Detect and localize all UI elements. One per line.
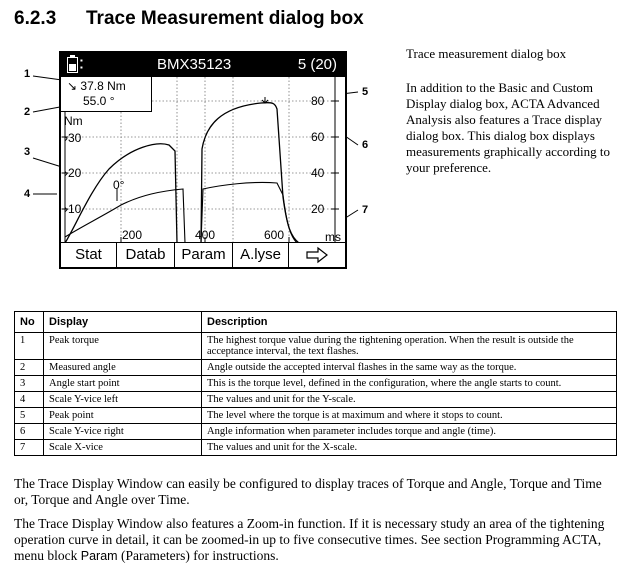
row-display: Peak torque xyxy=(44,333,202,360)
legend-table xyxy=(14,311,617,456)
table-row xyxy=(15,333,617,360)
table-row xyxy=(15,408,617,424)
row-description: This is the torque level, defined in the configuration, where the angle starts to count. xyxy=(202,376,617,392)
x-unit: ms xyxy=(325,230,341,244)
y-right-tick-40: 40 xyxy=(311,166,325,180)
table-row xyxy=(15,392,617,408)
measured-angle-value: 55.0 ° xyxy=(83,94,115,108)
device-model: BMX35123 xyxy=(157,56,232,73)
table-header-row xyxy=(15,312,617,333)
y-right-tick-60: 60 xyxy=(311,130,325,144)
paragraph-zoom: The Trace Display Window also features a Zoom-in function. If it is necessary study an area of the tightening operation curve in detail, it can be zoomed-in up to five consecutive times. See section Programming ACTA, menu block Param (Parameters) for instructions. xyxy=(14,516,605,563)
table-row xyxy=(15,360,617,376)
y-right-tick-20: 20 xyxy=(311,202,325,216)
y-left-unit: Nm xyxy=(64,114,83,128)
row-description: Angle information when parameter includes torque and angle (time). xyxy=(202,424,617,440)
row-description: The level where the torque is at maximum and where it stops to count. xyxy=(202,408,617,424)
device-softkeys xyxy=(61,242,345,267)
param-menu-name: Param xyxy=(80,549,118,563)
row-display: Peak point xyxy=(44,408,202,424)
row-no: 6 xyxy=(15,424,44,440)
header-display: Display xyxy=(44,312,202,333)
callout-6: 6 xyxy=(362,139,369,151)
callout-5: 5 xyxy=(362,86,369,98)
softkey-next[interactable] xyxy=(289,243,345,267)
softkey-alyse[interactable]: A.lyse xyxy=(233,243,289,267)
row-description: The values and unit for the X-scale. xyxy=(202,440,617,456)
row-display: Angle start point xyxy=(44,376,202,392)
battery-icon xyxy=(67,57,78,73)
figure-caption xyxy=(406,46,621,194)
x-tick-400: 400 xyxy=(195,228,216,242)
peak-torque-value: ↘ 37.8 Nm xyxy=(67,79,126,93)
row-description: The values and unit for the Y-scale. xyxy=(202,392,617,408)
table-row xyxy=(15,376,617,392)
row-description: Angle outside the accepted interval flashes in the same way as the torque. xyxy=(202,360,617,376)
x-tick-600: 600 xyxy=(264,228,285,242)
caption-text: In addition to the Basic and Custom Display dialog box, ACTA Advanced Analysis also features a Trace display dialog box. This dialog box displays measurements graphically according to your preference. xyxy=(406,80,610,175)
callout-7: 7 xyxy=(362,204,369,216)
softkey-datab[interactable]: Datab xyxy=(117,243,175,267)
section-number: 6.2.3 xyxy=(14,8,57,29)
arrow-right-icon xyxy=(305,246,329,264)
softkey-param[interactable]: Param xyxy=(175,243,233,267)
paragraph-trace-config: The Trace Display Window can easily be configured to display traces of Torque and Angle, Torque and Time or, Torque and Angle over Time. xyxy=(14,476,602,507)
header-no: No xyxy=(15,312,44,333)
softkey-stat[interactable]: Stat xyxy=(61,243,117,267)
row-no: 7 xyxy=(15,440,44,456)
section-title: Trace Measurement dialog box xyxy=(86,8,364,29)
trace-display-screen xyxy=(59,51,347,269)
row-display: Scale X-vice xyxy=(44,440,202,456)
row-display: Scale Y-vice left xyxy=(44,392,202,408)
callout-2: 2 xyxy=(24,106,31,118)
y-left-tick-10: ›10 xyxy=(64,202,82,216)
measurement-box xyxy=(61,77,152,112)
angle-start-label: 0° xyxy=(113,178,125,192)
callout-4: 4 xyxy=(24,188,31,200)
y-left-tick-30: ›30 xyxy=(64,131,82,145)
caption-title: Trace measurement dialog box xyxy=(406,46,567,61)
row-no: 2 xyxy=(15,360,44,376)
row-display: Measured angle xyxy=(44,360,202,376)
y-right-tick-80: 80 xyxy=(311,94,325,108)
device-header xyxy=(61,53,345,77)
x-tick-200: 200 xyxy=(122,228,143,242)
row-no: 3 xyxy=(15,376,44,392)
result-count: 5 (20) xyxy=(297,56,337,73)
callout-1: 1 xyxy=(24,68,31,80)
row-display: Scale Y-vice right xyxy=(44,424,202,440)
y-left-tick-20: ›20 xyxy=(64,166,82,180)
signal-icon: ▪ ▪ xyxy=(80,56,83,72)
row-no: 5 xyxy=(15,408,44,424)
table-row xyxy=(15,440,617,456)
callout-3: 3 xyxy=(24,146,31,158)
row-no: 4 xyxy=(15,392,44,408)
table-row xyxy=(15,424,617,440)
row-description: The highest torque value during the tightening operation. When the result is outside the acceptance interval, the text flashes. xyxy=(202,333,617,360)
row-no: 1 xyxy=(15,333,44,360)
header-description: Description xyxy=(202,312,617,333)
